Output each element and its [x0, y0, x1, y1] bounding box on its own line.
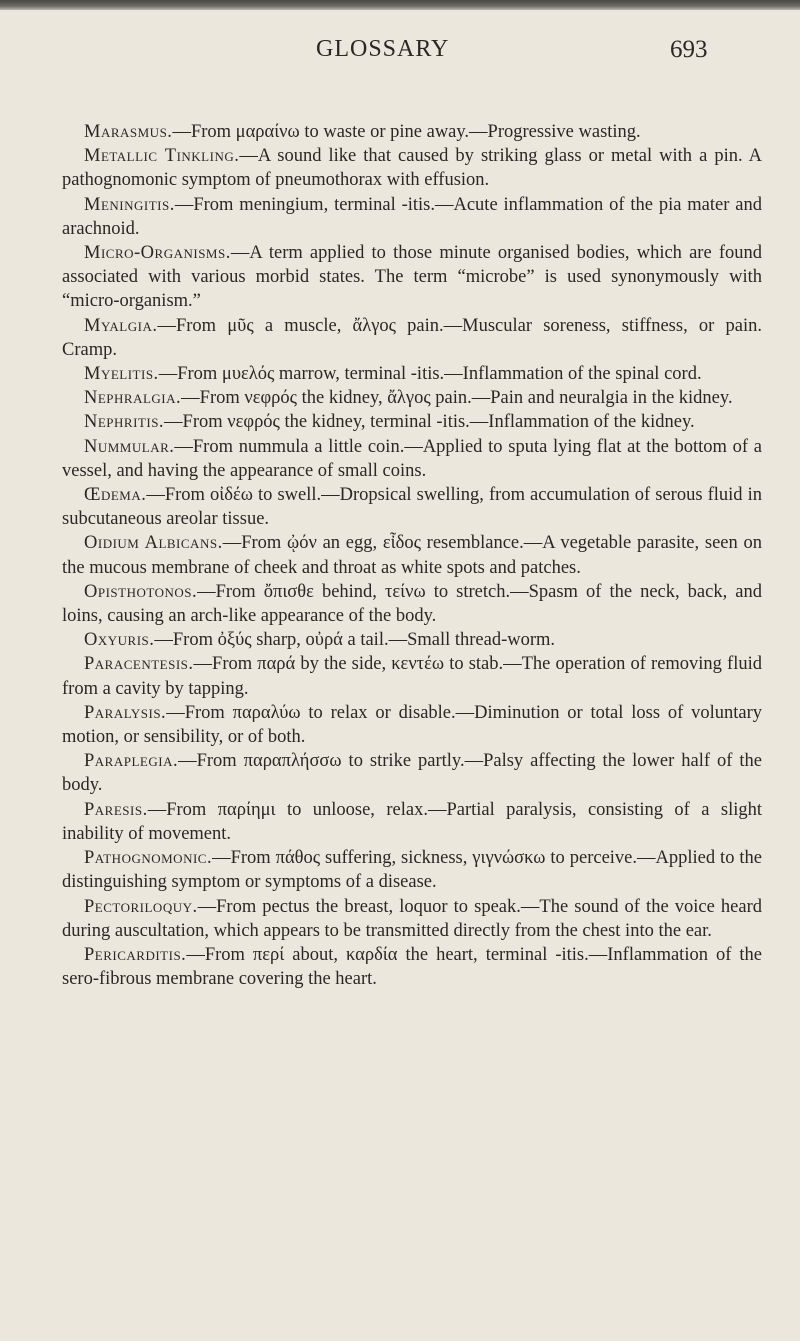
- entry-definition: —From μῦς a muscle, ἄλγος pain.—Muscular soreness, stiffness, or pain. Cramp.: [62, 315, 762, 360]
- entry-term: Myelitis.: [84, 364, 159, 385]
- entry-term: Paralysis.: [84, 702, 167, 723]
- entry-definition: —From περί about, καρδία the heart, terminal -itis.—Inflammation of the sero-fibrous membrane covering the heart.: [62, 944, 762, 990]
- entry-term: Nummular.: [84, 436, 175, 457]
- entry-term: Pectoriloquy.: [84, 896, 198, 917]
- entry-term: Meningitis.: [84, 194, 175, 215]
- entry-definition: —From οἰδέω to swell.—Dropsical swelling, from accumulation of serous fluid in subcutaneous areolar tissue.: [62, 485, 762, 530]
- glossary-body: [62, 120, 762, 991]
- glossary-entry: [62, 531, 762, 579]
- entry-definition: —From ὀξύς sharp, οὐρά a tail.—Small thread-worm.: [154, 630, 556, 651]
- entry-term: Opisthotonos.: [84, 581, 198, 602]
- entry-definition: —From νεφρός the kidney, terminal -itis.—Inflammation of the kidney.: [164, 412, 695, 433]
- glossary-entry: [62, 628, 762, 652]
- glossary-entry: [62, 120, 762, 144]
- glossary-entry: [62, 652, 762, 700]
- entry-definition: —A term applied to those minute organised bodies, which are found associated with various morbid states. The term “microbe” is used synonymously with “micro-organism.”: [62, 243, 762, 312]
- page-top-edge: [0, 0, 800, 10]
- entry-definition: —From παρά by the side, κεντέω to stab.—The operation of removing fluid from a cavity by tapping.: [62, 654, 762, 699]
- glossary-entry: [62, 410, 762, 434]
- entry-definition: —From παραπλήσσω to strike partly.—Palsy affecting the lower half of the body.: [62, 751, 762, 796]
- entry-definition: —From μαραίνω to waste or pine away.—Progressive wasting.: [172, 122, 641, 142]
- entry-term: Pathognomonic.: [84, 848, 213, 869]
- entry-term: Micro-Organisms.: [84, 243, 231, 264]
- entry-term: Oxyuris.: [84, 630, 155, 651]
- entry-term: Marasmus.: [84, 122, 173, 142]
- entry-term: Œdema.: [84, 485, 147, 506]
- entry-definition: —From παραλύω to relax or disable.—Diminution or total loss of voluntary motion, or sensibility, or of both.: [62, 702, 762, 748]
- running-title: GLOSSARY: [316, 36, 450, 62]
- entry-term: Paracentesis.: [84, 654, 194, 675]
- glossary-entry: [62, 314, 762, 362]
- entry-term: Metallic Tinkling.: [84, 146, 240, 167]
- entry-definition: —From ᾠόν an egg, εἶδος resemblance.—A vegetable parasite, seen on the mucous membrane of cheek and throat as white spots and patches.: [62, 533, 763, 578]
- glossary-entry: [62, 386, 762, 410]
- entry-term: Nephritis.: [84, 412, 165, 433]
- entry-definition: —From pectus the breast, loquor to speak.—The sound of the voice heard during auscultation, which appears to be transmitted directly from the chest into the ear.: [62, 896, 762, 941]
- glossary-entry: [62, 435, 762, 483]
- entry-definition: —From παρίημι to unloose, relax.—Partial paralysis, consisting of a slight inability of movement.: [62, 799, 762, 844]
- entry-term: Oidium Albicans.: [84, 533, 223, 554]
- entry-definition: —From nummula a little coin.—Applied to sputa lying flat at the bottom of a vessel, and having the appearance of small coins.: [62, 436, 762, 481]
- page-header: [0, 36, 800, 76]
- entry-term: Nephralgia.: [84, 388, 182, 409]
- glossary-entry: [62, 749, 762, 797]
- glossary-entry: [62, 943, 762, 991]
- entry-definition: —From meningium, terminal -itis.—Acute inflammation of the pia mater and arachnoid.: [62, 194, 762, 239]
- glossary-entry: [62, 846, 762, 894]
- entry-term: Paraplegia.: [84, 751, 179, 772]
- entry-definition: —From ὄπισθε behind, τείνω to stretch.—Spasm of the neck, back, and loins, causing an arch-like appearance of the body.: [62, 581, 762, 627]
- glossary-entry: [62, 895, 762, 943]
- glossary-entry: [62, 362, 762, 386]
- entry-term: Paresis.: [84, 799, 148, 820]
- entry-definition: —From νεφρός the kidney, ἄλγος pain.—Pain and neuralgia in the kidney.: [181, 388, 733, 409]
- entry-term: Pericarditis.: [84, 944, 187, 965]
- page-number: 693: [670, 36, 708, 63]
- entry-definition: —A sound like that caused by striking glass or metal with a pin. A pathognomonic symptom of pneumothorax with effusion.: [62, 146, 763, 191]
- entry-definition: —From μυελός marrow, terminal -itis.—Inflammation of the spinal cord.: [158, 364, 702, 385]
- entry-definition: —From πάθος suffering, sickness, γιγνώσκω to perceive.—Applied to the distinguishing symptom or symptoms of a disease.: [62, 848, 762, 893]
- glossary-entry: [62, 798, 762, 846]
- glossary-entry: [62, 193, 762, 241]
- entry-term: Myalgia.: [84, 315, 158, 336]
- glossary-entry: [62, 580, 762, 628]
- glossary-entry: [62, 701, 762, 749]
- glossary-entry: [62, 144, 762, 192]
- glossary-entry: [62, 241, 762, 314]
- glossary-entry: [62, 483, 762, 531]
